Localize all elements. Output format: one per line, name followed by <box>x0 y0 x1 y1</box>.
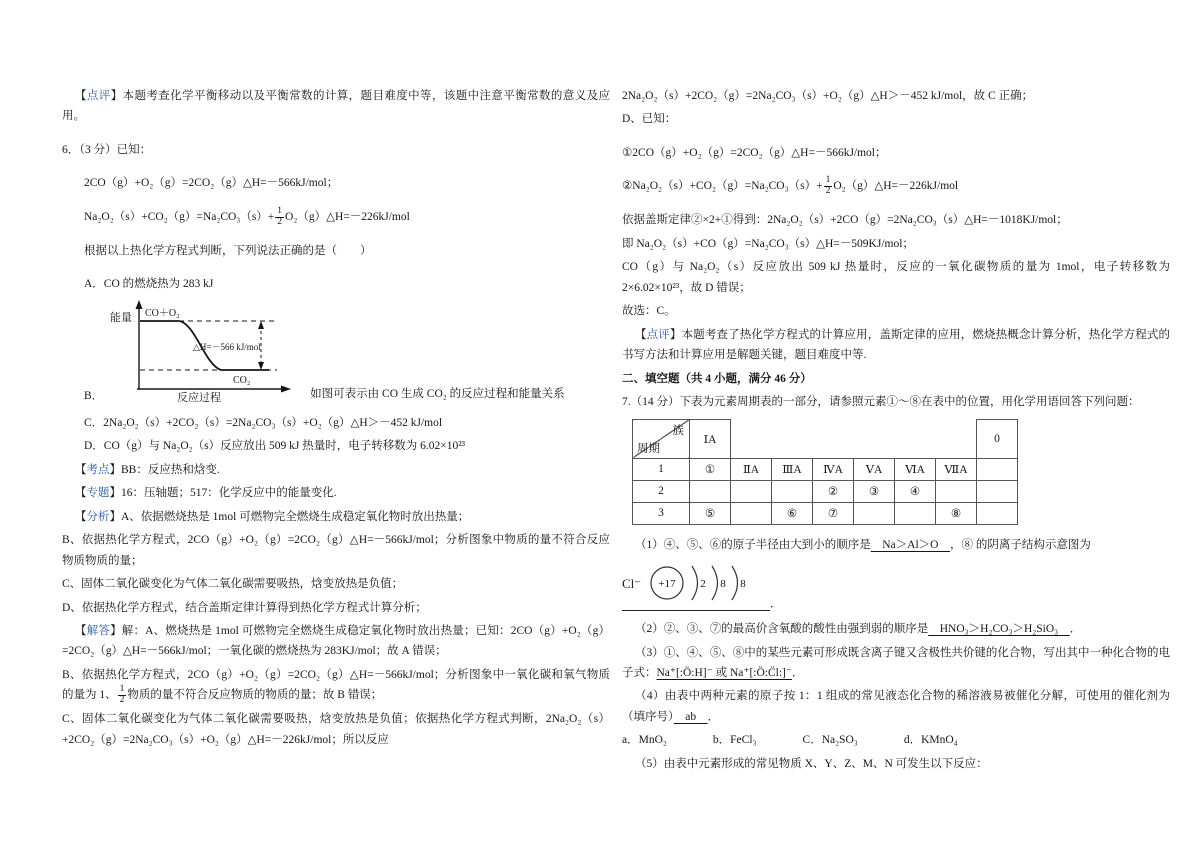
paragraph <box>62 460 610 480</box>
text-run: ． <box>1069 623 1082 636</box>
text-run: D、已知： <box>622 113 677 126</box>
paragraph <box>622 730 1170 750</box>
paragraph <box>62 574 610 594</box>
right-text-top <box>622 86 1170 413</box>
paragraph <box>62 598 610 618</box>
energy-diagram <box>109 299 304 403</box>
corner-label-group: 族 <box>672 424 684 437</box>
fraction-numerator: 1 <box>119 684 125 695</box>
left-text-bottom <box>62 413 610 751</box>
bracket-close: 】 <box>109 487 121 500</box>
fraction <box>275 207 284 228</box>
empty-cell <box>977 480 1018 502</box>
text-run: 依据盖斯定律②×2+①得到：2Na₂O₂（s）+2CO（g）=2Na₂CO₃（s）△H=－1018KJ/mol； <box>622 214 1068 227</box>
text-run: 故选：C。 <box>622 305 676 318</box>
bracket-open: 【 <box>75 624 87 637</box>
paragraph <box>62 436 610 456</box>
element-cell: ② <box>813 480 854 502</box>
text-run: BB：反应热和焓变. <box>121 463 220 476</box>
period-number: 3 <box>633 502 690 524</box>
answer-blank: ab <box>673 710 708 723</box>
text-run: 物质的量不符合反应物质的物质的量；故 B 错误； <box>127 689 383 702</box>
paragraph <box>622 643 1170 684</box>
right-column <box>622 86 1170 777</box>
option-b-row <box>84 299 610 403</box>
paragraph <box>622 257 1170 298</box>
text-run: O₂（g）△H=－226kJ/mol <box>285 210 410 223</box>
paragraph <box>622 686 1170 727</box>
text-run: 本题考查了热化学方程式的计算应用，盖斯定律的应用，燃烧热概念计算分析，热化学方程式的书写方法和计算应用是解题关键，题目难度中等. <box>622 328 1171 362</box>
paragraph <box>622 86 1170 106</box>
element-cell: ④ <box>895 480 936 502</box>
left-column <box>62 86 610 753</box>
bracket-close: 】 <box>669 328 682 341</box>
right-text-q1 <box>622 535 1170 555</box>
paragraph <box>62 413 610 433</box>
element-cell: ⑥ <box>772 502 813 524</box>
text-run: 即 Na₂O₂（s）+CO（g）=Na₂CO₃（s）△H=－509KJ/mol； <box>622 237 914 250</box>
fraction-denominator: 2 <box>119 695 125 706</box>
paragraph <box>62 140 610 160</box>
paragraph <box>622 754 1170 774</box>
section-label: 点评 <box>646 328 670 341</box>
empty-cell <box>731 502 772 524</box>
text-run: 根据以上热化学方程式判断，下列说法正确的是（ ） <box>84 244 372 257</box>
paragraph <box>62 507 610 527</box>
answer-blank: Na＞Al＞O <box>870 538 950 551</box>
paragraph <box>62 665 610 706</box>
shell-electrons-1: 2 <box>700 578 706 591</box>
element-cell: ⑤ <box>690 502 731 524</box>
text-run: D．CO（g）与 Na₂O₂（s）反应放出 509 kJ 热量时，电子转移数为 6.02×10²³ <box>84 440 466 453</box>
period-row <box>633 458 1018 480</box>
text-run: 二、填空题（共 4 小题，满分 46 分） <box>622 372 812 385</box>
text-run: ，⑧ 的阴离子结构示意图为 <box>949 538 1091 551</box>
bracket-close: 】 <box>109 510 121 523</box>
corner-label-period: 周期 <box>637 442 660 455</box>
text-run: Na₂O₂（s）+CO₂（g）=Na₂CO₃（s）+ <box>84 210 275 223</box>
empty-cell <box>977 502 1018 524</box>
shell-electrons-2: 8 <box>720 578 726 591</box>
text-run: ②Na₂O₂（s）+CO₂（g）=Na₂CO₃（s）+ <box>622 180 823 193</box>
option-b-prefix: B． <box>84 389 104 402</box>
section-label: 考点 <box>86 463 110 476</box>
empty-cell <box>690 480 731 502</box>
left-text-top <box>62 86 610 295</box>
element-cell: ⅡA <box>731 458 772 480</box>
bracket-open: 【 <box>75 487 87 500</box>
element-cell: ⑧ <box>936 502 977 524</box>
text-run: a．MnO₂ b．FeCl₃ C．Na₂SO₃ d．KMnO₄ <box>622 734 958 747</box>
fraction <box>118 685 127 706</box>
empty-cell <box>731 480 772 502</box>
empty-cell <box>895 502 936 524</box>
text-run: （2）②、③、⑦的最高价含氧酸的酸性由强到弱的顺序是 <box>635 623 929 636</box>
periodic-table-header-row <box>633 419 1018 458</box>
paragraph <box>622 143 1170 163</box>
ion-diagram-row <box>622 561 1170 611</box>
bracket-close: 】 <box>110 90 123 102</box>
text-run: ①2CO（g）+O₂（g）=2CO₂（g）△H=－566kJ/mol； <box>622 146 887 159</box>
paragraph <box>622 109 1170 129</box>
text-run: 16：压轴题；517：化学反应中的能量变化. <box>121 487 337 500</box>
bracket-open: 【 <box>75 90 87 102</box>
text-run: ． <box>707 710 720 723</box>
option-b-caption: 如图可表示由 CO 生成 CO₂ 的反应过程和能量关系 <box>310 387 565 400</box>
text-run: 2Na₂O₂（s）+2CO₂（g）=2Na₂CO₃（s）+O₂（g）△H＞－452 kJ/mol，故 C 正确； <box>622 90 1034 102</box>
paragraph <box>622 392 1170 412</box>
periodic-table <box>632 419 1018 525</box>
paragraph <box>62 86 610 127</box>
paragraph <box>62 483 610 503</box>
text-run: B、依据热化学方程式，2CO（g）+O₂（g）=2CO₂（g）△H=－566kJ/mol；分析图象中一氧化碳和氧气物质的量为 1、 <box>62 668 610 702</box>
paragraph <box>622 369 1170 389</box>
text-run: 本题考查化学平衡移动以及平衡常数的计算，题目难度中等，该题中注意平衡常数的意义及应用。 <box>62 90 611 123</box>
ion-species-label: Cl⁻ <box>622 576 642 592</box>
bracket-open: 【 <box>75 463 87 476</box>
period-number: 1 <box>633 458 690 480</box>
ion-row-period: ． <box>770 598 782 611</box>
text-run: C．2Na₂O₂（s）+2CO₂（s）=2Na₂CO₃（s）+O₂（g）△H＞－452 kJ/mol <box>84 416 443 429</box>
element-cell: ⅦA <box>936 458 977 480</box>
nucleus-charge: +17 <box>658 578 676 591</box>
section-label: 解答 <box>86 624 111 637</box>
ion-structure-answer <box>622 561 770 611</box>
element-cell: ⅣA <box>813 458 854 480</box>
period-number: 2 <box>633 480 690 502</box>
paragraph <box>622 535 1170 555</box>
element-cell: ⅤA <box>854 458 895 480</box>
reactants-label: CO＋O₂ <box>145 307 180 319</box>
paragraph <box>62 241 610 261</box>
bracket-close: 】 <box>109 463 121 476</box>
element-cell: ① <box>690 458 731 480</box>
paragraph <box>62 274 610 294</box>
bracket-close: 】 <box>110 624 122 637</box>
text-run: 6．（3 分）已知： <box>62 143 152 156</box>
shell-arc-3 <box>732 566 738 600</box>
period-row <box>633 480 1018 502</box>
text-run: ． <box>791 666 804 679</box>
paragraph <box>62 709 610 750</box>
text-run: A．CO 的燃烧热为 283 kJ <box>84 278 214 291</box>
paragraph <box>622 619 1170 639</box>
section-label: 点评 <box>86 90 111 102</box>
answer-blank: Na⁺[:Ö:H]⁻ 或 Na⁺[:Ö:C̈l:]⁻ <box>656 666 792 679</box>
text-run: C、固体二氧化碳变化为气体二氧化碳需要吸热，焓变放热是负值；依据热化学方程式判断，2Na₂O₂（s）+2CO₂（g）=2Na₂CO₃（s）+O₂（g）△H=－226kJ/mol；所以反应 <box>62 713 610 746</box>
right-text-bottom <box>622 619 1170 774</box>
text-run: CO（g）与 Na₂O₂（s）反应放出 509 kJ 热量时，反应的一氧化碳物质的量为 1mol，电子转移数为 2×6.02×10²³，故 D 错误； <box>622 261 1170 294</box>
energy-axis-label: 能量 <box>110 311 133 324</box>
text-run: D、依据热化学方程式，结合盖斯定律计算得到热化学方程式计算分析； <box>62 601 427 614</box>
paragraph <box>622 210 1170 230</box>
shell-arc-1 <box>692 566 698 600</box>
delta-h-label: △H=－566 kJ/mol <box>193 341 261 352</box>
text-run: A、依据燃烧热是 1mol 可燃物完全燃烧生成稳定氧化物时放出热量； <box>121 510 470 523</box>
answer-blank: HNO₃＞H₂CO₃＞H₂SiO₃ <box>928 623 1070 636</box>
empty-cell <box>936 480 977 502</box>
period-group-corner-cell <box>633 419 690 458</box>
header-open-space <box>731 419 977 458</box>
reaction-axis-label: 反应过程 <box>177 391 222 403</box>
element-cell: ⅢA <box>772 458 813 480</box>
section-label: 专题 <box>86 487 110 500</box>
fraction <box>824 176 833 197</box>
text-run: C、固体二氧化碳变化为气体二氧化碳需要吸热，焓变放热是负值； <box>62 578 404 591</box>
fraction-numerator: 1 <box>825 175 831 186</box>
bracket-open: 【 <box>75 510 87 523</box>
element-cell: ③ <box>854 480 895 502</box>
paragraph <box>622 234 1170 254</box>
text-run: 7.（14 分）下表为元素周期表的一部分，请参照元素①～⑧在表中的位置，用化学用语回答下列问题： <box>622 396 1140 409</box>
shell-arc-2 <box>712 566 718 600</box>
paragraph <box>622 176 1170 197</box>
text-run: 2CO（g）+O₂（g）=2CO₂（g）△H=－566kJ/mol； <box>84 177 339 190</box>
text-run: （4）由表中两种元素的原子按 1：1 组成的常见液态化合物的稀溶液易被催化分解，可使用的催化剂为（填序号） <box>622 690 1170 723</box>
period-row <box>633 502 1018 524</box>
text-run: 解：A、燃烧热是 1mol 可燃物完全燃烧生成稳定氧化物时放出热量；已知：2CO（g）+O₂（g）=2CO₂（g）△H=－566kJ/mol；一氧化碳的燃烧热为 283KJ/mol；故 A 错误； <box>62 624 611 658</box>
fraction-denominator: 2 <box>825 186 831 197</box>
paragraph <box>62 621 610 662</box>
section-label: 分析 <box>86 510 110 523</box>
chloride-ion-diagram <box>622 561 760 605</box>
group-zero-header: 0 <box>977 419 1018 458</box>
empty-cell <box>977 458 1018 480</box>
paragraph <box>622 325 1170 366</box>
bracket-open: 【 <box>635 328 647 341</box>
text-run: B、依据热化学方程式，2CO（g）+O₂（g）=2CO₂（g）△H=－566kJ/mol；分析图象中物质的量不符合反应物质物质的量； <box>62 534 610 567</box>
text-run: （1）④、⑤、⑥的原子半径由大到小的顺序是 <box>635 538 871 551</box>
text-run: （3）①、④、⑤、⑧中的某些元素可形成既含离子键又含极性共价键的化合物，写出其中一种化合物的电子式： <box>622 646 1170 679</box>
element-cell: ⅥA <box>895 458 936 480</box>
empty-cell <box>772 480 813 502</box>
text-run: O₂（g）△H=－226kJ/mol <box>833 180 959 193</box>
group-ia-header: ⅠA <box>690 419 731 458</box>
paragraph <box>622 301 1170 321</box>
paragraph <box>62 207 610 228</box>
shell-electrons-3: 8 <box>740 578 746 591</box>
empty-cell <box>854 502 895 524</box>
element-cell: ⑦ <box>813 502 854 524</box>
paragraph <box>62 530 610 571</box>
paragraph <box>62 173 610 193</box>
product-label: CO₂ <box>233 374 251 386</box>
periodic-table-body <box>633 419 1018 524</box>
text-run: （5）由表中元素形成的常见物质 X、Y、Z、M、N 可发生以下反应： <box>635 757 988 770</box>
fraction-numerator: 1 <box>277 205 283 216</box>
fraction-denominator: 2 <box>277 216 283 227</box>
